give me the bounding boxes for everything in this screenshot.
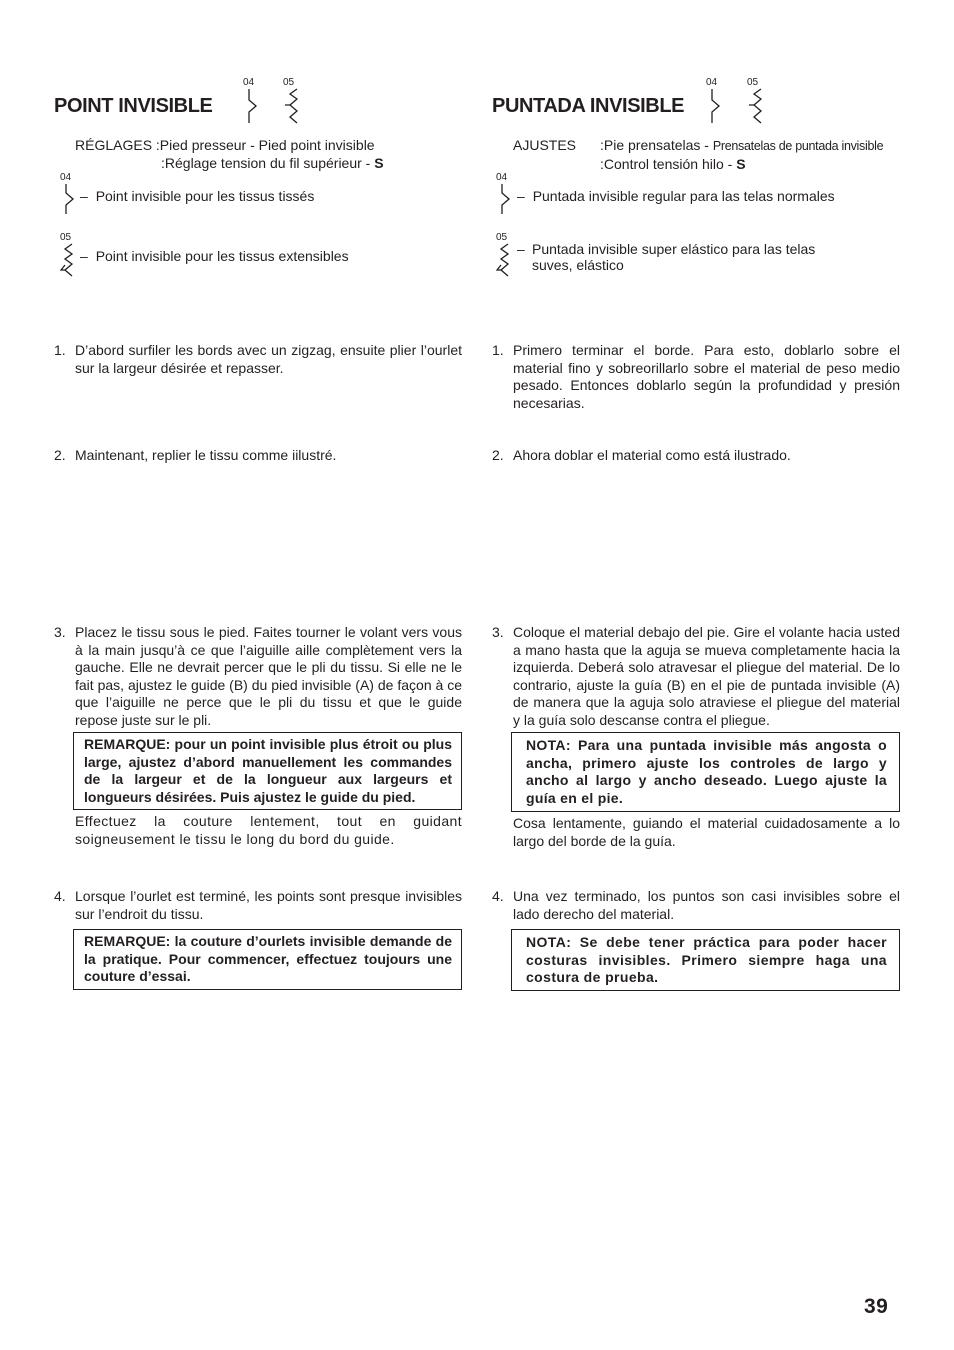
note-lead: NOTA: [526,934,572,950]
dash: – [517,188,525,204]
settings-thread-tension: :Réglage tension du fil supérieur - [161,155,375,171]
dash: – [517,241,525,257]
settings-thread-tension: :Control tensión hilo - [600,156,737,172]
variant-05-row-fr [80,248,349,266]
stitch-code-label: 05 [283,77,295,88]
stretch-blind-hem-stitch-icon [747,88,767,124]
stretch-blind-hem-stitch-icon [60,243,78,277]
step-1-es [492,342,900,412]
step-3-fr [54,624,462,848]
stitch-05-header-es [747,78,767,124]
step-number: 3. [492,624,504,640]
stitch-code-label: 05 [60,232,72,243]
step-number: 3. [54,624,66,640]
step-number: 2. [54,447,66,463]
note-box [511,929,900,991]
step-text: Una vez terminado, los puntos son casi invisibles sobre el lado derecho del material. [513,888,900,922]
note-box [73,732,462,810]
page-number: 39 [864,1295,889,1318]
stitch-04-header-es [706,78,722,124]
variant-04-fr [60,173,76,215]
blind-hem-stitch-icon [60,183,76,215]
step-text: Coloque el material debajo del pie. Gire el volante hacia usted a mano hasta que la aguja se mueva completamente hacia la izquierda. Deberá solo atravesar el pliegue del material. De lo contrario, ajuste la guía (B) en el pie de puntada invisible (A) de manera que la aguja solo atraviese el pliegue del material y la guía solo descanse contra el pliegue. [513,624,900,728]
step-4-fr [54,888,462,993]
variant-05-row-es [517,241,847,273]
stitch-code-label: 04 [706,77,718,88]
stretch-blind-hem-stitch-icon [496,243,514,277]
variant-04-es [496,173,512,215]
step-2-fr [54,447,462,465]
tension-value: S [736,156,746,172]
note-text: Se debe tener práctica para poder hacer costuras invisibles. Primero siempre haga una costura de prueba. [526,934,887,985]
variant-04-text: Point invisible pour les tissus tissés [95,188,315,204]
stitch-code-label: 04 [243,77,255,88]
note-box [511,732,900,812]
step-text: D’abord surfiler les bords avec un zigzag, ensuite plier l’ourlet sur la largeur désirée et repasser. [75,342,462,376]
settings-presser-foot: :Pie prensatelas - [600,137,713,153]
settings-presser-foot-name: Prensatelas de puntada invisible [712,139,884,153]
settings-block-fr [75,136,384,172]
step-number: 1. [492,342,504,358]
step-text: Maintenant, replier le tissu comme iilustré. [75,447,337,463]
note-text: pour un point invisible plus étroit ou plus large, ajustez d’abord manuellement les commandes de la largeur et de la longueur aux largeurs et longueurs désirées. Puis ajustez le guide du pied. [84,736,452,805]
stitch-code-label: 05 [496,232,508,243]
stretch-blind-hem-stitch-icon [283,88,303,124]
variant-04-text: Puntada invisible regular para las telas normales [532,188,835,204]
step-text: Ahora doblar el material como está ilustrado. [513,447,791,463]
note-lead: REMARQUE: [84,933,171,949]
step-number: 4. [492,888,504,904]
variant-05-fr [60,233,78,277]
settings-label: RÉGLAGES [75,137,153,153]
settings-label: AJUSTES [513,137,577,153]
stitch-04-header-fr [243,78,259,124]
step-number: 2. [492,447,504,463]
step-1-fr [54,342,462,377]
stitch-code-label: 04 [496,172,508,183]
note-text: Para una puntada invisible más angosta o ancha, primero ajuste los controles de largo y ancho al largo y ancho deseado. Luego ajuste la guía en el pie. [526,737,887,806]
section-title-fr: POINT INVISIBLE [54,95,213,117]
blind-hem-stitch-icon [496,183,512,215]
tension-value: S [374,155,384,171]
step-text: Placez le tissu sous le pied. Faites tourner le volant vers vous à la main jusqu’à ce que l’aiguille aille complètement vers la gauche. Elle ne devrait percer que le pli du tissu. Si elle ne le fait pas, ajustez le guide (B) du pied invisible (A) de façon à ce que l’aiguille ne perce que le pli du tissu et que le guide repose juste sur le pli. [75,624,462,728]
step-number: 4. [54,888,66,904]
step-text-after-note: Cosa lentamente, guiando el material cuidadosamente a lo largo del borde de la guía. [513,815,900,849]
note-text: la couture d’ourlets invisible demande de la pratique. Pour commencer, effectuez toujours une couture d’essai. [84,933,452,984]
settings-presser-foot: :Pied presseur - Pied point invisible [155,137,375,153]
step-text-after-note: Effectuez la couture lentement, tout en guidant soigneusement le tissu le long du bord du guide. [75,813,462,847]
variant-04-row-fr [80,188,314,206]
dash: – [80,188,88,204]
note-box [73,929,462,990]
variant-04-row-es [517,188,835,206]
step-text: Lorsque l’ourlet est terminé, les points sont presque invisibles sur l’endroit du tissu. [75,888,462,922]
step-4-es [492,888,900,994]
stitch-05-header-fr [283,78,303,124]
step-text: Primero terminar el borde. Para esto, doblarlo sobre el material fino y sobreorillarlo sobre el material de peso medio pesado. Entonces doblarlo según la profundidad y presión necesarias. [513,342,900,411]
variant-05-es [496,233,514,277]
stitch-code-label: 04 [60,172,72,183]
settings-block-es [513,136,883,173]
variant-05-text: Point invisible pour les tissus extensibles [95,248,349,264]
blind-hem-stitch-icon [706,88,722,124]
section-title-es: PUNTADA INVISIBLE [492,95,685,117]
note-lead: NOTA: [526,737,571,753]
blind-hem-stitch-icon [243,88,259,124]
step-3-es [492,624,900,850]
note-lead: REMARQUE: [84,736,171,752]
stitch-code-label: 05 [747,77,759,88]
variant-05-text: Puntada invisible super elástico para las telas suves, elástico [532,241,816,273]
step-2-es [492,447,900,465]
step-number: 1. [54,342,66,358]
dash: – [80,248,88,264]
